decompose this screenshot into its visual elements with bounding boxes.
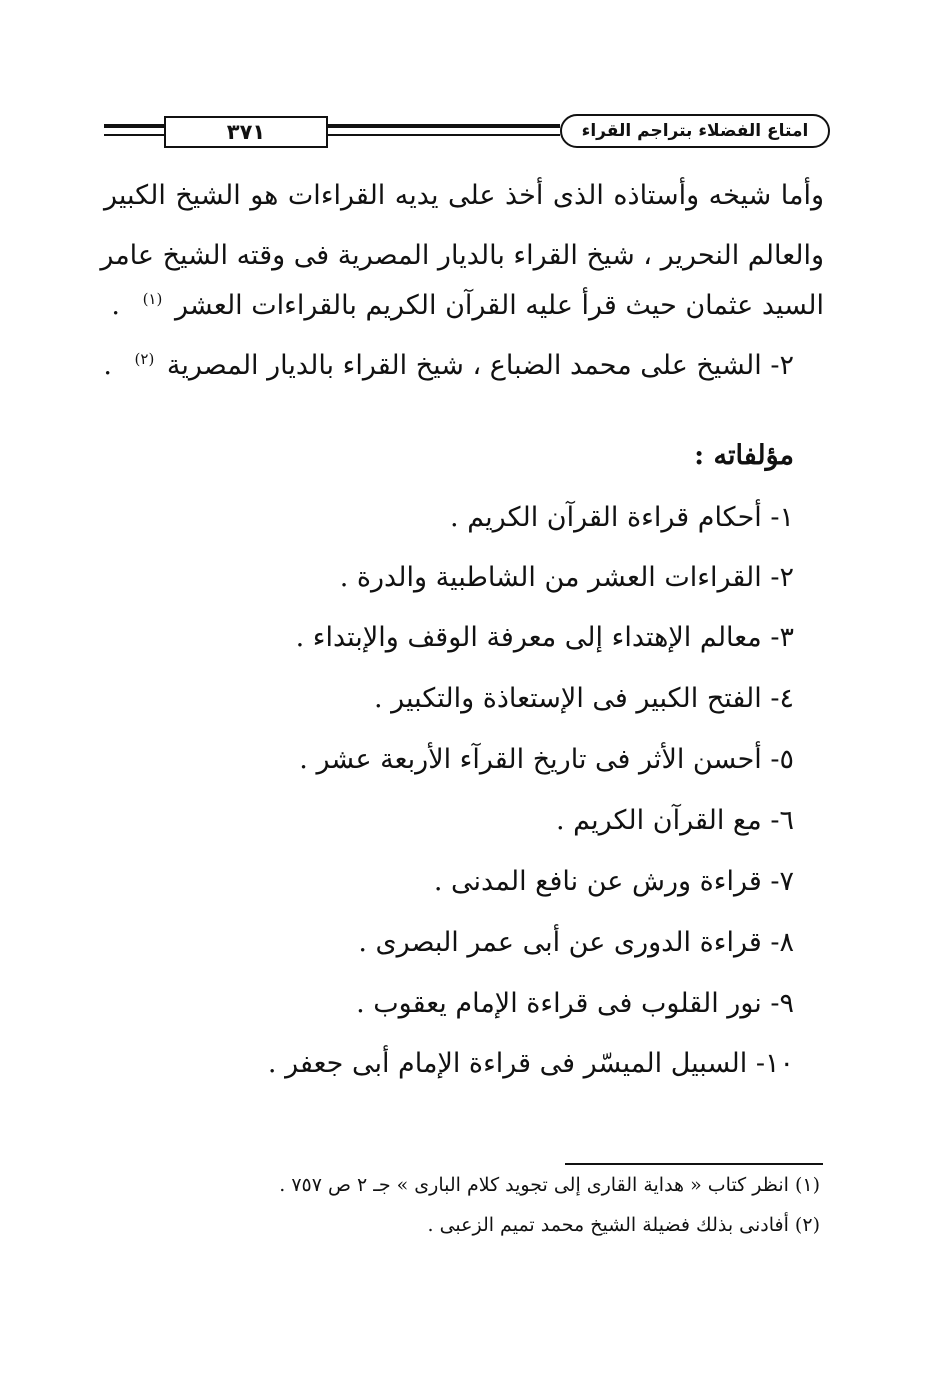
works-item-4: ٤- الفتح الكبير فى الإستعاذة والتكبير . [373,683,794,714]
paragraph-line-3-end: . [111,290,120,321]
footnote-2: (٢) أفادنى بذلك فضيلة الشيخ محمد تميم الزعبى . [427,1214,820,1236]
works-item-6: ٦- مع القرآن الكريم . [555,805,794,836]
works-item-2: ٢- القراءات العشر من الشاطبية والدرة . [339,562,794,593]
teacher-item [104,350,794,381]
header-rule-middle-outer [328,124,560,128]
footnote-separator [565,1163,823,1165]
header-rule-middle-inner [328,134,560,136]
footnote-ref-2: (٢) [134,350,155,368]
works-item-10: ١٠- السبيل الميسّر فى قراءة الإمام أبى جعفر . [267,1048,794,1079]
header-rule-left-outer [104,124,164,128]
works-item-5: ٥- أحسن الأثر فى تاريخ القرآء الأربعة عشر . [299,744,794,775]
works-item-9: ٩- نور القلوب فى قراءة الإمام يعقوب . [356,988,794,1019]
running-header [104,112,830,152]
paragraph-line-1: وأما شيخه وأستاذه الذى أخذ على يديه القراءات هو الشيخ الكبير [104,180,824,211]
paragraph-line-3 [104,290,824,321]
works-heading: مؤلفاته : [694,440,794,471]
teacher-item-text: ٢- الشيخ على محمد الضباع ، شيخ القراء بالديار المصرية [166,350,794,381]
book-title: امتاع الفضلاء بتراجم القراء [560,114,830,148]
page-number: ٣٧١ [164,116,328,148]
footnote-ref-1: (١) [142,290,163,308]
paragraph-line-3-text: السيد عثمان حيث قرأ عليه القرآن الكريم بالقراءات العشر [174,290,824,321]
footnote-1: (١) انظر كتاب « هداية القارى إلى تجويد كلام البارى » جـ ٢ ص ٧٥٧ . [279,1174,820,1196]
works-item-1: ١- أحكام قراءة القرآن الكريم . [450,502,794,533]
teacher-item-end: . [103,350,112,381]
works-item-7: ٧- قراءة ورش عن نافع المدنى . [433,866,794,897]
header-rule-left-inner [104,134,164,136]
works-item-3: ٣- معالم الإهتداء إلى معرفة الوقف والإبتداء . [295,622,794,653]
works-item-8: ٨- قراءة الدورى عن أبى عمر البصرى . [358,927,794,958]
paragraph-line-2: والعالم النحرير ، شيخ القراء بالديار المصرية فى وقته الشيخ عامر [100,240,824,271]
